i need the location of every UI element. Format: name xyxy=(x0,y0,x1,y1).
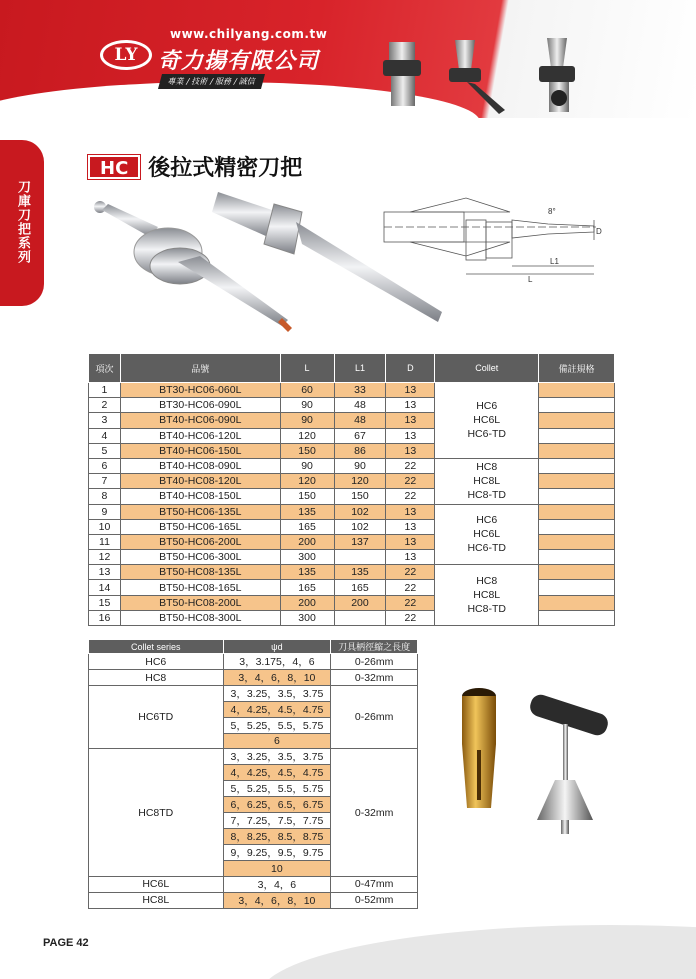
collet-row xyxy=(89,686,418,702)
cell-no: 16 xyxy=(89,610,121,625)
cell-l1: 102 xyxy=(334,504,386,519)
cell-diameter: 3，4，6 xyxy=(223,876,331,892)
cell-collet: HC6 HC6L HC6-TD xyxy=(435,504,539,565)
cell-l: 200 xyxy=(280,595,334,610)
cell-no: 7 xyxy=(89,474,121,489)
drawing-d-label: D xyxy=(596,227,602,236)
cell-l1: 135 xyxy=(334,565,386,580)
cell-length: 0-32mm xyxy=(331,670,418,686)
cell-l: 120 xyxy=(280,474,334,489)
company-slogan: 專業 / 技術 / 服務 / 誠信 xyxy=(158,74,265,89)
cell-l1: 200 xyxy=(334,595,386,610)
header-tool-3 xyxy=(539,38,575,112)
cell-note xyxy=(539,474,615,489)
cell-no: 1 xyxy=(89,383,121,398)
spec-row xyxy=(89,458,615,473)
collet-table-body xyxy=(89,654,418,909)
cell-l1: 33 xyxy=(334,383,386,398)
cell-note xyxy=(539,458,615,473)
cell-note xyxy=(539,443,615,458)
cell-l: 135 xyxy=(280,504,334,519)
col-header-no: 項次 xyxy=(89,354,121,383)
cell-note xyxy=(539,565,615,580)
cell-d: 22 xyxy=(386,610,435,625)
collet-row xyxy=(89,670,418,686)
spec-table-body xyxy=(89,383,615,626)
cell-l1 xyxy=(334,550,386,565)
page-number: PAGE 42 xyxy=(43,937,89,949)
spec-table xyxy=(88,353,615,626)
cell-note xyxy=(539,489,615,504)
drawing-l-label: L xyxy=(528,275,533,284)
header-tool-2 xyxy=(449,40,505,114)
cell-series: HC8TD xyxy=(89,749,224,876)
cell-length: 0-47mm xyxy=(331,876,418,892)
cell-l: 150 xyxy=(280,489,334,504)
col-header-l1: L1 xyxy=(334,354,386,383)
col-header-series: Collet series xyxy=(89,640,224,654)
cell-l: 300 xyxy=(280,610,334,625)
cell-series: HC6TD xyxy=(89,686,224,749)
cell-collet: HC8 HC8L HC8-TD xyxy=(435,458,539,504)
cell-collet: HC6 HC6L HC6-TD xyxy=(435,383,539,459)
collet-table-header xyxy=(89,640,418,654)
cell-no: 5 xyxy=(89,443,121,458)
cell-no: 15 xyxy=(89,595,121,610)
cell-diameter: 3，4，6，8，10 xyxy=(223,670,331,686)
technical-drawing xyxy=(380,190,620,290)
cell-code: BT50-HC08-300L xyxy=(120,610,280,625)
cell-diameter: 3，4，6，8，10 xyxy=(223,892,331,908)
header-tool-1 xyxy=(383,42,421,106)
cell-diameter: 9，9.25，9.5，9.75 xyxy=(223,845,331,861)
cell-diameter: 4，4.25，4.5，4.75 xyxy=(223,702,331,718)
cell-code: BT40-HC08-090L xyxy=(120,458,280,473)
cell-l: 120 xyxy=(280,428,334,443)
cell-diameter: 7，7.25，7.5，7.75 xyxy=(223,813,331,829)
cell-l: 135 xyxy=(280,565,334,580)
cell-no: 8 xyxy=(89,489,121,504)
section-side-tab xyxy=(0,140,44,306)
col-header-diameter: ψd xyxy=(223,640,331,654)
cell-note xyxy=(539,428,615,443)
cell-code: BT40-HC08-150L xyxy=(120,489,280,504)
cell-d: 22 xyxy=(386,458,435,473)
cell-l1: 48 xyxy=(334,398,386,413)
cell-note xyxy=(539,504,615,519)
cell-length: 0-52mm xyxy=(331,892,418,908)
col-header-collet: Collet xyxy=(435,354,539,383)
cell-diameter: 10 xyxy=(223,861,331,876)
cell-d: 13 xyxy=(386,398,435,413)
collet-row xyxy=(89,876,418,892)
cell-l: 300 xyxy=(280,550,334,565)
cell-no: 10 xyxy=(89,519,121,534)
cell-diameter: 6 xyxy=(223,734,331,749)
cell-d: 13 xyxy=(386,383,435,398)
cell-no: 12 xyxy=(89,550,121,565)
cell-code: BT40-HC06-120L xyxy=(120,428,280,443)
cell-note xyxy=(539,610,615,625)
cell-note xyxy=(539,550,615,565)
cell-d: 22 xyxy=(386,565,435,580)
cell-l1: 67 xyxy=(334,428,386,443)
cell-l1: 120 xyxy=(334,474,386,489)
page-header xyxy=(0,0,696,118)
cell-code: BT50-HC06-165L xyxy=(120,519,280,534)
col-header-length: 刀具柄徑縮之長度 xyxy=(331,640,418,654)
header-tool-photos xyxy=(375,30,675,118)
cell-no: 14 xyxy=(89,580,121,595)
cell-l1: 150 xyxy=(334,489,386,504)
accessory-photos xyxy=(455,680,655,840)
cell-note xyxy=(539,383,615,398)
cell-d: 22 xyxy=(386,489,435,504)
cell-code: BT50-HC08-165L xyxy=(120,580,280,595)
cell-l1: 102 xyxy=(334,519,386,534)
cell-code: BT50-HC06-300L xyxy=(120,550,280,565)
cell-code: BT50-HC08-135L xyxy=(120,565,280,580)
spec-table-header xyxy=(89,354,615,383)
cell-series: HC6 xyxy=(89,654,224,670)
collet-table xyxy=(88,639,418,909)
product-code: HC xyxy=(88,155,140,179)
cell-length: 0-32mm xyxy=(331,749,418,876)
cell-collet: HC8 HC8L HC8-TD xyxy=(435,565,539,626)
cell-d: 13 xyxy=(386,534,435,549)
product-name: 後拉式精密刀把 xyxy=(148,156,303,181)
cell-l1: 165 xyxy=(334,580,386,595)
cell-series: HC6L xyxy=(89,876,224,892)
cell-no: 11 xyxy=(89,534,121,549)
cell-no: 2 xyxy=(89,398,121,413)
cell-d: 22 xyxy=(386,474,435,489)
cell-note xyxy=(539,519,615,534)
cell-l: 90 xyxy=(280,413,334,428)
cell-d: 13 xyxy=(386,519,435,534)
cell-code: BT50-HC06-200L xyxy=(120,534,280,549)
cell-code: BT50-HC06-135L xyxy=(120,504,280,519)
cell-d: 22 xyxy=(386,580,435,595)
cell-l1 xyxy=(334,610,386,625)
collet-row xyxy=(89,749,418,765)
cell-diameter: 3，3.25，3.5，3.75 xyxy=(223,686,331,702)
cell-d: 13 xyxy=(386,413,435,428)
col-header-note: 備註規格 xyxy=(539,354,615,383)
collet-photo xyxy=(462,688,496,808)
drawing-l1-label: L1 xyxy=(550,257,559,266)
cell-code: BT50-HC08-200L xyxy=(120,595,280,610)
footer-decoration xyxy=(0,905,696,979)
cell-l: 150 xyxy=(280,443,334,458)
cell-d: 13 xyxy=(386,504,435,519)
cell-note xyxy=(539,534,615,549)
cell-l1: 48 xyxy=(334,413,386,428)
col-header-code: 品號 xyxy=(120,354,280,383)
cell-series: HC8 xyxy=(89,670,224,686)
cell-diameter: 3，3.25，3.5，3.75 xyxy=(223,749,331,765)
cell-d: 13 xyxy=(386,550,435,565)
cell-length: 0-26mm xyxy=(331,654,418,670)
cell-l1: 90 xyxy=(334,458,386,473)
cell-diameter: 5，5.25，5.5，5.75 xyxy=(223,718,331,734)
cell-d: 13 xyxy=(386,428,435,443)
cell-diameter: 3，3.175，4，6 xyxy=(223,654,331,670)
cell-d: 22 xyxy=(386,595,435,610)
cell-l: 165 xyxy=(280,519,334,534)
cell-l: 90 xyxy=(280,398,334,413)
cell-diameter: 4，4.25，4.5，4.75 xyxy=(223,765,331,781)
col-header-l: L xyxy=(280,354,334,383)
cell-no: 13 xyxy=(89,565,121,580)
cell-length: 0-26mm xyxy=(331,686,418,749)
spec-row xyxy=(89,565,615,580)
cell-code: BT40-HC06-150L xyxy=(120,443,280,458)
col-header-d: D xyxy=(386,354,435,383)
cell-l1: 137 xyxy=(334,534,386,549)
company-name: 奇力揚有限公司 xyxy=(158,49,320,74)
cell-series: HC8L xyxy=(89,892,224,908)
cell-d: 13 xyxy=(386,443,435,458)
cell-code: BT40-HC06-090L xyxy=(120,413,280,428)
cell-l: 90 xyxy=(280,458,334,473)
cell-code: BT30-HC06-090L xyxy=(120,398,280,413)
cell-l: 60 xyxy=(280,383,334,398)
cell-no: 6 xyxy=(89,458,121,473)
cell-note xyxy=(539,595,615,610)
spec-row xyxy=(89,504,615,519)
cell-no: 4 xyxy=(89,428,121,443)
section-side-label: 刀庫刀把系列 xyxy=(15,180,30,264)
spec-row xyxy=(89,383,615,398)
cell-diameter: 6，6.25，6.5，6.75 xyxy=(223,797,331,813)
cell-code: BT40-HC08-120L xyxy=(120,474,280,489)
cell-diameter: 5，5.25，5.5，5.75 xyxy=(223,781,331,797)
cell-code: BT30-HC06-060L xyxy=(120,383,280,398)
cell-no: 3 xyxy=(89,413,121,428)
cell-diameter: 8，8.25，8.5，8.75 xyxy=(223,829,331,845)
drawing-angle-label: 8° xyxy=(548,207,556,216)
wrench-photo xyxy=(528,692,611,834)
cell-l: 200 xyxy=(280,534,334,549)
cell-l1: 86 xyxy=(334,443,386,458)
cell-note xyxy=(539,580,615,595)
collet-row xyxy=(89,654,418,670)
cell-no: 9 xyxy=(89,504,121,519)
cell-note xyxy=(539,413,615,428)
product-title xyxy=(88,151,302,182)
cell-l: 165 xyxy=(280,580,334,595)
cell-note xyxy=(539,398,615,413)
company-logo: LY xyxy=(100,40,152,70)
website-url: www.chilyang.com.tw xyxy=(170,27,328,41)
